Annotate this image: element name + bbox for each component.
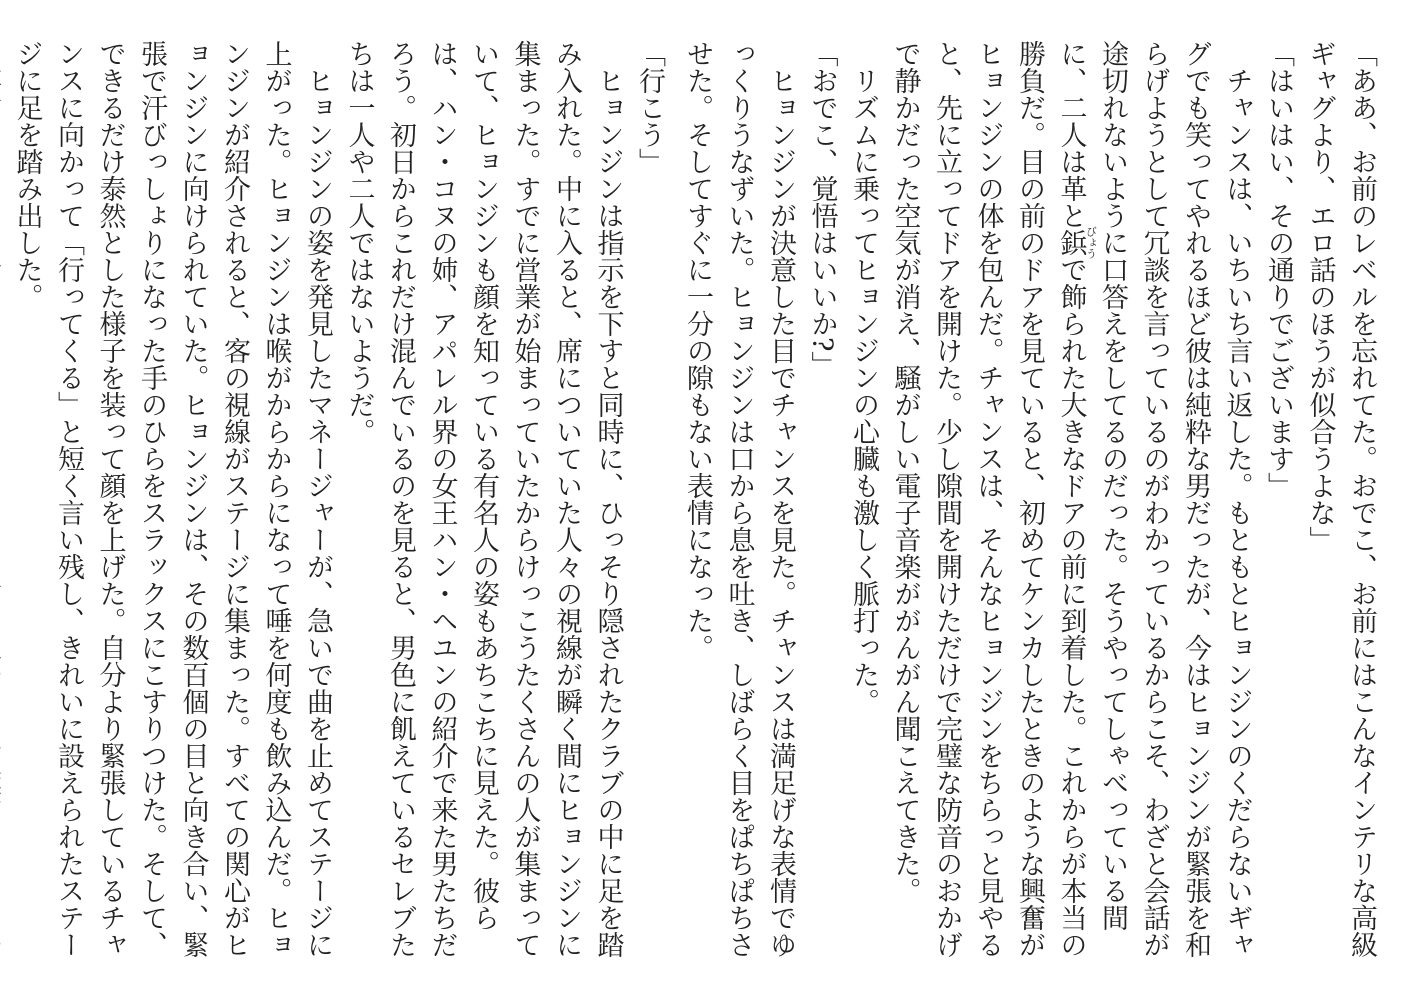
paragraph: ヒョンジンが決意した目でチャンスを見た。チャンスは満足げな表情でゆっくりうなずいた。ヒョンジンは口から息を吐き、しばらく目をぱちぱちさせた。そしてすぐに一分の隙もない表情になった。 [682,40,796,958]
paragraph: 「はいはい、その通りでございます」 [1263,40,1294,499]
paragraph: ヒョンジンの姿を発見したマネージャーが、急いで曲を止めてステージに上がった。ヒョンジンは喉がからからになって唾を何度も飲み込んだ。ヒョンジンが紹介されると、客の視線がステージに集まった。すべての関心がヒョンジンに向けられていた。ヒョンジンは、その数百個の目と向き合い、緊張で汗びっしょりになった手のひらをスラックスにこすりつけた。そして、できるだけ泰然とした様子を装って顔を上げた。自分より緊張しているチャンスに向かって「行ってくる」と短く言い残し、きれいに設えられたステージに足を踏み出した。 [11,40,333,958]
right-page [682,40,1382,980]
paragraph: 「行こう」 [634,40,665,175]
paragraph: ヒョンジンは指示を下すと同時に、ひっそり隠されたクラブの中に足を踏み入れた。中に入ると、席についていた人々の視線が瞬く間にヒョンジンに集まった。すでに営業が始まっていたからけっこうたくさんの人が集まっていて、ヒョンジンも顔を知っている有名人の姿もあちこちに見えた。彼らは、ハン・コヌの姉、アパレル界の女王ハン・ヘユンの紹介で来た男たちだろう。初日からこれだけ混んでいるのを見ると、男色に飢えているセレブたちは一人や二人ではないようだ。 [343,40,624,958]
paragraph: 「ああ、お前のレベルを忘れてた。おでこ、お前にはこんなインテリな高級ギャグより、エロ話のほうが似合うよな」 [1304,40,1377,958]
paragraph [0,40,6,980]
left-page [11,40,670,980]
ruby-annotation: 鋲びょう [1055,226,1098,259]
paragraph: 「おでこ、覚悟はいいか?」 [806,40,838,379]
paragraph-ruby: チャンスは、いちいち言い返した。もともとヒョンジンのくだらないギャグでも笑ってやれるほど彼は純粋な男だったが、今はヒョンジンが緊張を和らげようとして冗談を言っているのがわかっているからこそ、わざと会話が途切れないように口答えをしてるのだった。そうやってしゃべっている間に、二人は革と鋲びょうで飾られた大きなドアの前に到着した。これからが本当の勝負だ。目の前のドアを見ていると、初めてケンカしたときのような興奮がヒョンジンの体を包んだ。チャンスは、そんなヒョンジンをちらっと見やると、先に立ってドアを開けた。少し隙間を開けただけで完璧な防音のおかげで静かだった空気が消え、騒がしい電子音楽ががんがん聞こえてきた。 [889,40,1253,958]
paragraph: リズムに乗ってヒョンジンの心臓も激しく脈打った。 [848,67,879,715]
